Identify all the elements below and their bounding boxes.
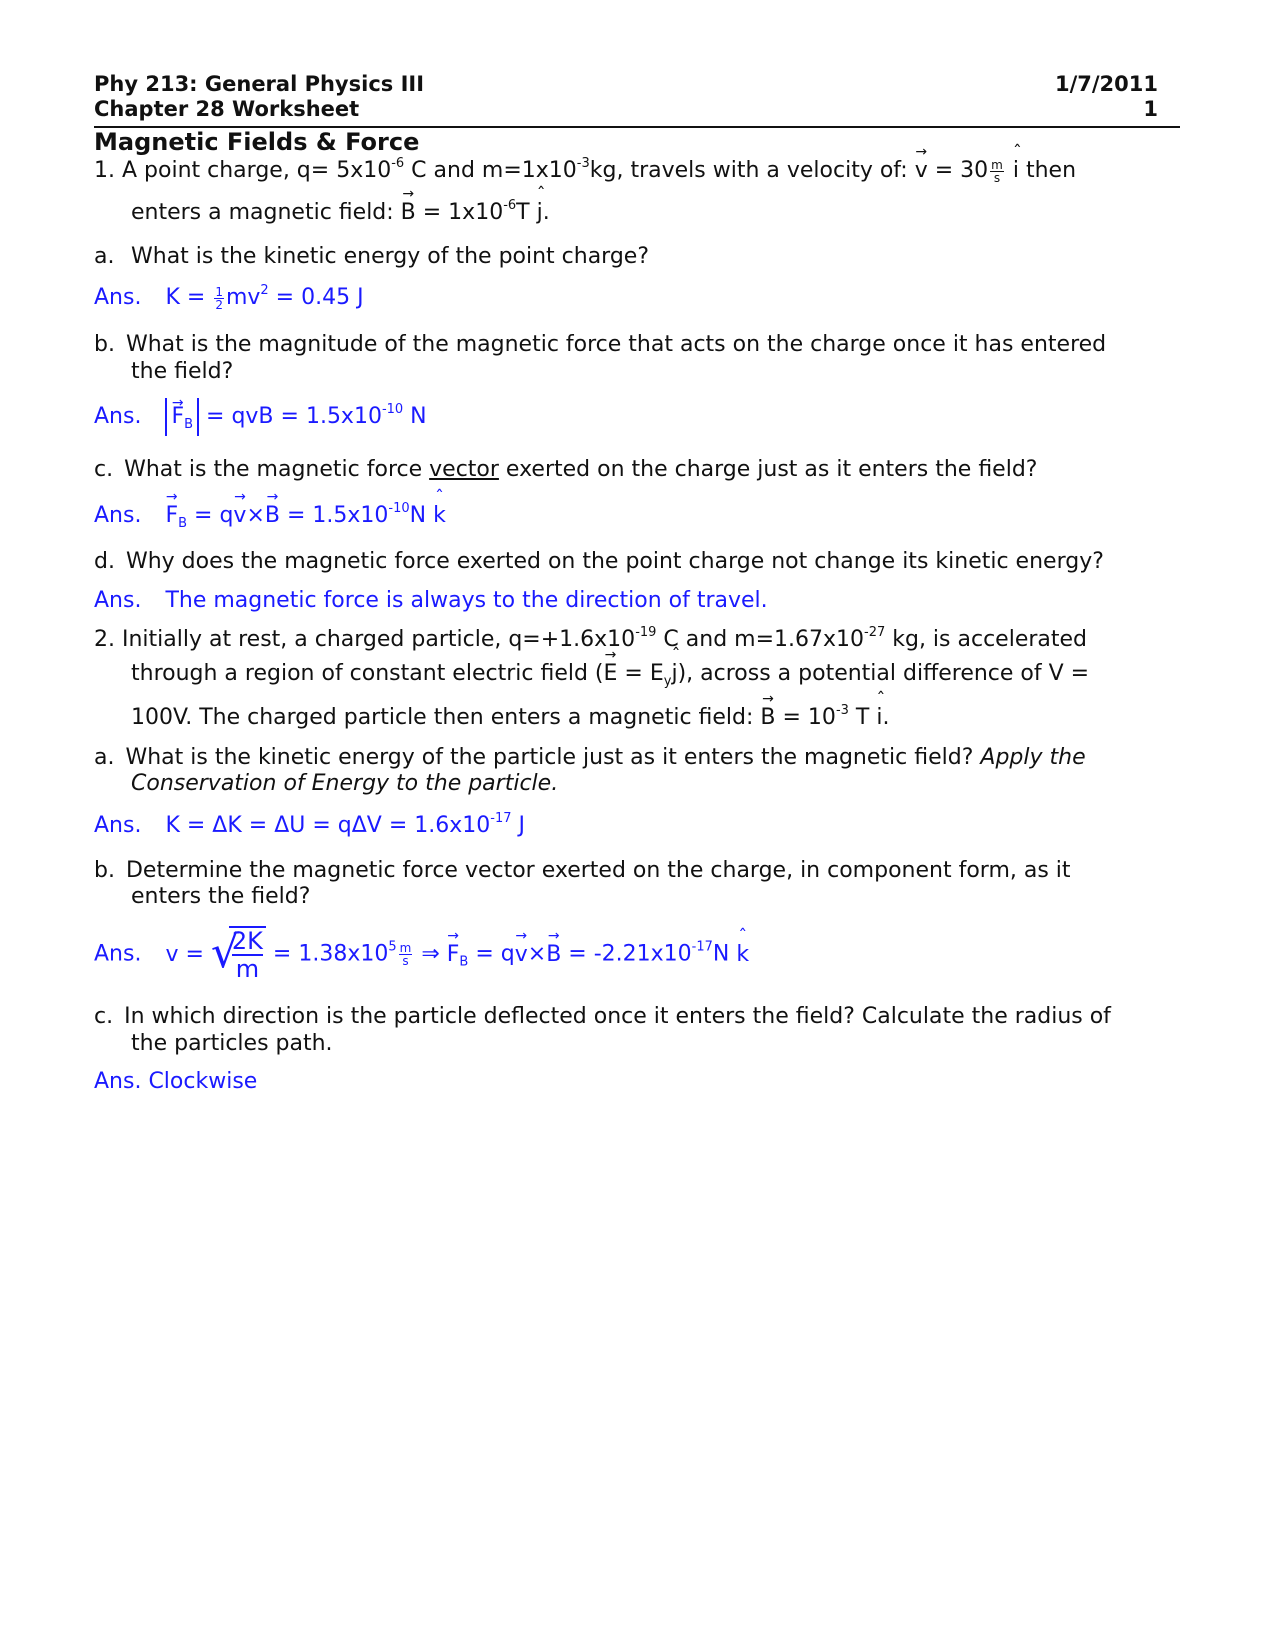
problem-1b-question-2: the field? [131,359,234,384]
problem-1-line-2: enters a magnetic field: → $B = 1x10^{-6}T$ ˆ j. [131,200,550,225]
date: 1/7/2011 [1054,72,1158,96]
problem-1-line-1: 1. A point charge, $q= 5x10^{-6}$ C and $m=1x10^{-3}kg$, travels with a velocity of: → v = 30 $\frac{m}{s}$ ˆ i then [94,158,1076,184]
square-root-symbol: √ $\frac{2K}{m}$ [211,926,266,983]
problem-2-line-2: through a region of constant electric field (→ $E = E_yˆ$ j), across a potential difference of V = [131,661,1089,686]
problem-1a-question: a. What is the kinetic energy of the point charge? [94,244,650,269]
problem-2a-question-2: Conservation of Energy to the particle. [131,771,559,796]
problem-1a-answer: Ans. K = $\frac{1}{2}$ $mv^2 = 0.45$ J [94,283,364,312]
problem-2b-question-1: b. Determine the magnetic force vector exerted on the charge, in component form, as it [94,858,1071,883]
page-title: Magnetic Fields & Force [94,128,420,156]
problem-1c-answer: $Ans.\to F_B = q\to v\times\to B = 1.5x10^{-10}N$ ˆ k [94,503,446,528]
course-title: Phy 213: General Physics III [94,72,425,96]
problem-2-line-3: 100V. The charged particle then enters a magnetic field: → $B = 10^{-3}$ T ˆ i. [131,705,889,730]
problem-1c-question: c. What is the magnetic force vector exerted on the charge just as it enters the field? [94,457,1038,482]
page-number: 1 [1143,97,1158,121]
problem-2-line-1: 2. Initially at rest, a charged particle, $q=+1.6x10^{-19}$ C and $m=1.67x10^{-27}$ kg, is accelerated [94,625,1088,652]
problem-2c-answer: Ans. Clockwise [94,1069,258,1094]
problem-1d-answer: Ans. The magnetic force is always to the direction of travel. [94,588,768,613]
problem-2b-question-2: enters the field? [131,884,311,909]
problem-2a-answer: Ans. $K = \Delta K = \Delta U = q\Delta V = 1.6x10^{-17}$ J [94,811,525,838]
problem-1b-answer: $Ans.\to F_B$ = qvB = $1.5x10^{-10}$ N [94,398,427,436]
problem-1d-question: d. Why does the magnetic force exerted on the point charge not change its kinetic energy? [94,549,1104,574]
worksheet-title: Chapter 28 Worksheet [94,97,360,121]
problem-2a-question-1: a. What is the kinetic energy of the particle just as it enters the magnetic field? Apply the [94,745,1086,770]
problem-1b-question-1: b. What is the magnitude of the magnetic force that acts on the charge once it has entered [94,332,1107,357]
problem-2c-question-1: c. In which direction is the particle deflected once it enters the field? Calculate the radius of [94,1004,1111,1029]
problem-2c-question-2: the particles path. [131,1031,333,1056]
problem-2b-answer: Ans. v = √ $\frac{2K}{m}$ = $1.38x10^5$ $\frac{m}{s}$ ⇒ → $F_B = q\to v\times\to B = -2.21x10^{-17}N$ ˆ k [94,926,749,983]
